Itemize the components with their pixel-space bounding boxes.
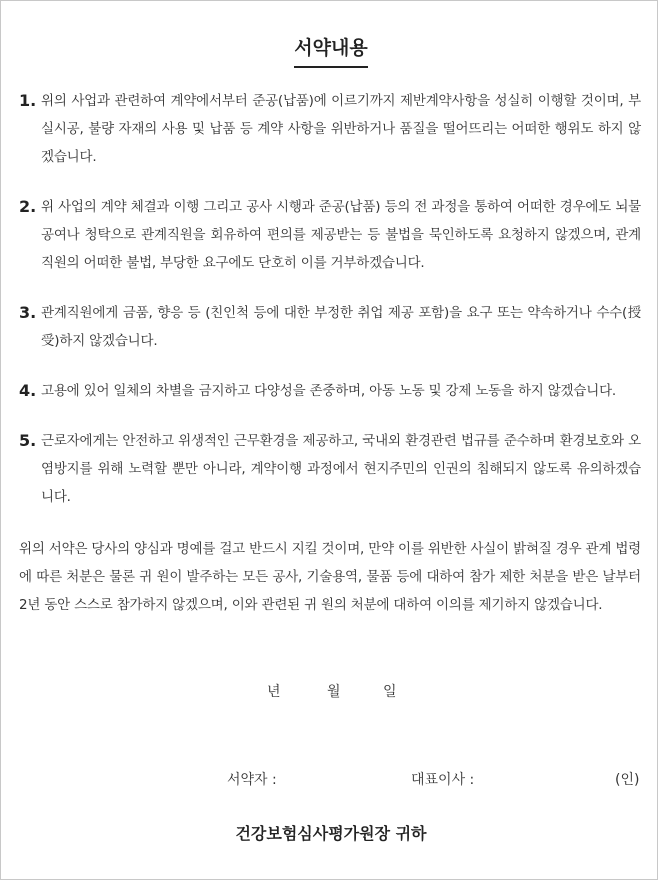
seal-mark: (인) bbox=[615, 772, 640, 788]
date-month-label: 월 bbox=[327, 684, 341, 700]
document-title-text: 서약내용 bbox=[294, 33, 367, 68]
pledge-item bbox=[19, 193, 641, 277]
pledge-number: 1. bbox=[19, 91, 37, 110]
date-year-label: 년 bbox=[267, 684, 281, 700]
pledge-text: 근로자에게는 안전하고 위생적인 근무환경을 제공하고, 국내외 환경관련 법규를 준수하며 환경보호와 오염방지를 위해 노력할 뿐만 아니라, 계약이행 과정에서 현지주민의 인권의 침해되지 않도록 유의하겠습니다. bbox=[41, 433, 641, 505]
pledge-item bbox=[19, 299, 641, 355]
ceo-label: 대표이사 : bbox=[411, 772, 475, 788]
pledge-text: 관계직원에게 금품, 향응 등 (친인척 등에 대한 부정한 취업 제공 포함)을 요구 또는 약속하거나 수수(授受)하지 않겠습니다. bbox=[41, 305, 641, 349]
closing-statement: 위의 서약은 당사의 양심과 명예를 걸고 반드시 지킬 것이며, 만약 이를 위반한 사실이 밝혀질 경우 관계 법령에 따른 처분은 물론 귀 원이 발주하는 모든 공사, 기술용역, 물품 등에 대하여 참가 제한 처분을 받은 날부터 2년 동안 스스로 참가하지 않겠으며, 이와 관련된 귀 원의 처분에 대하여 이의를 제기하지 않겠습니다. bbox=[19, 541, 641, 613]
pledge-number: 2. bbox=[19, 197, 37, 216]
pledger-label: 서약자 : bbox=[227, 772, 277, 788]
pledge-text: 위의 사업과 관련하여 계약에서부터 준공(납품)에 이르기까지 제반계약사항을 성실히 이행할 것이며, 부실시공, 불량 자재의 사용 및 납품 등 계약 사항을 위반하거나 품질을 떨어뜨리는 어떠한 행위도 하지 않겠습니다. bbox=[41, 93, 641, 165]
pledge-list bbox=[19, 87, 641, 533]
pledge-number: 4. bbox=[19, 381, 37, 400]
pledge-number: 5. bbox=[19, 431, 37, 450]
pledge-item bbox=[19, 427, 641, 511]
document-title bbox=[1, 33, 660, 68]
pledge-number: 3. bbox=[19, 303, 37, 322]
pledge-text: 고용에 있어 일체의 차별을 금지하고 다양성을 존중하며, 아동 노동 및 강제 노동을 하지 않겠습니다. bbox=[41, 383, 617, 399]
date-day-label: 일 bbox=[383, 684, 397, 700]
recipient-line: 건강보험심사평가원장 귀하 bbox=[235, 824, 427, 843]
pledge-item bbox=[19, 87, 641, 171]
pledge-text: 위 사업의 계약 체결과 이행 그리고 공사 시행과 준공(납품) 등의 전 과정을 통하여 어떠한 경우에도 뇌물공여나 청탁으로 관계직원을 회유하여 편의를 제공받는 등 불법을 묵인하도록 요청하지 않겠으며, 관계직원의 어떠한 불법, 부당한 요구에도 단호히 이를 거부하겠습니다. bbox=[41, 199, 641, 271]
pledge-item bbox=[19, 377, 641, 405]
